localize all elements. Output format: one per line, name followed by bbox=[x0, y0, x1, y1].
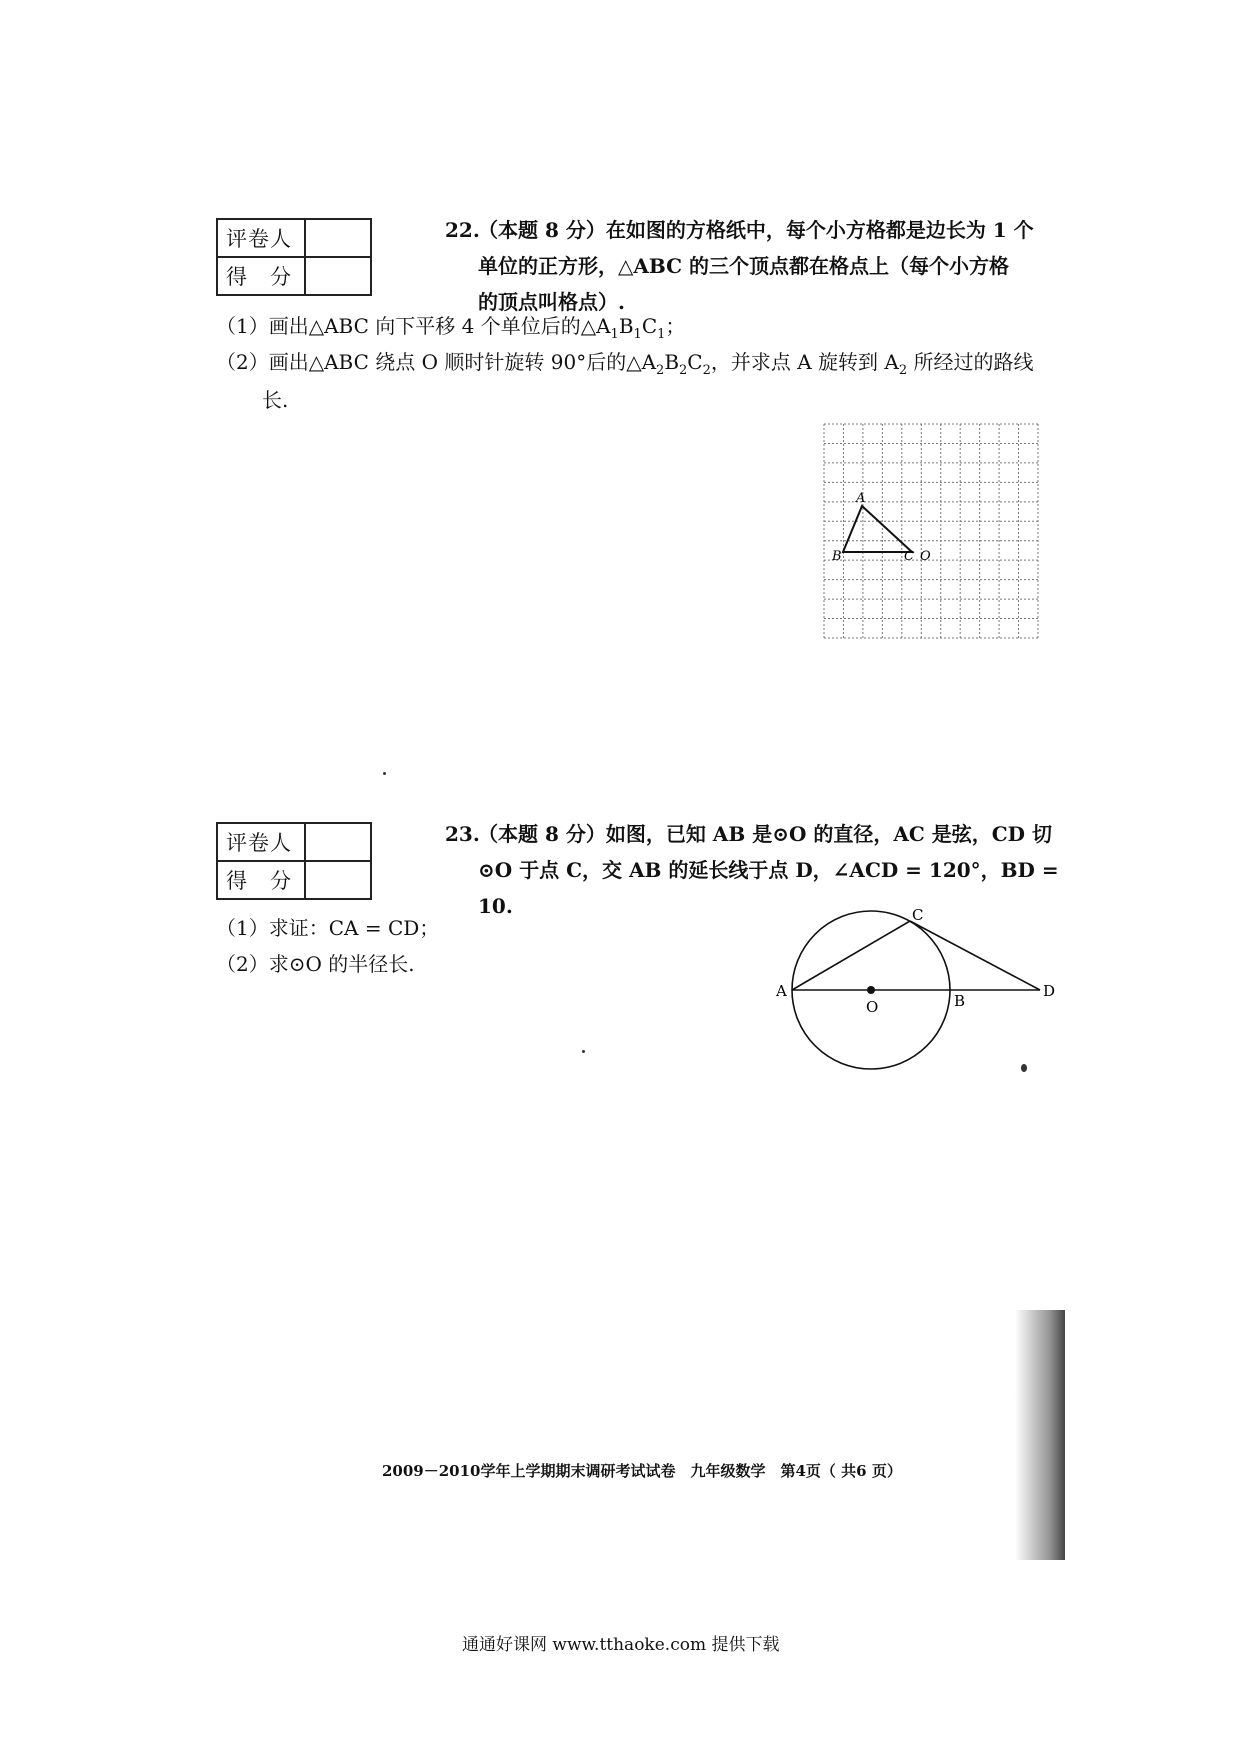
q22-part2-text: （2）画出△ABC 绕点 O 顺时针旋转 90°后的△A bbox=[216, 350, 657, 374]
q23-header-line-1: （本题 8 分）如图，已知 AB 是⊙O 的直径，AC 是弦，CD 切 bbox=[478, 822, 1052, 846]
q22-header-line-2: 单位的正方形，△ABC 的三个顶点都在格点上（每个小方格 bbox=[478, 254, 1010, 278]
q23-header-line-2: ⊙O 于点 C，交 AB 的延长线于点 D，∠ACD = 120°，BD = 10. bbox=[478, 858, 1059, 918]
q22-score-cell bbox=[305, 257, 371, 295]
q22-part2-mid: ，并求点 A 旋转到 A bbox=[710, 350, 899, 374]
q22-part2-line2: 长. bbox=[262, 388, 289, 412]
scan-speck bbox=[383, 772, 386, 775]
q22-part2-sub-a: 2 bbox=[656, 363, 665, 378]
q22-part2-sub-c: 2 bbox=[702, 363, 711, 378]
tangent-cd bbox=[910, 921, 1040, 990]
page-footer: 2009－2010学年上学期期末调研考试试卷 九年级数学 第4页（ 共6 页） bbox=[382, 1462, 902, 1480]
label-c: C bbox=[904, 549, 914, 564]
q23-number: 23. bbox=[445, 822, 480, 846]
q22-part1-c: C bbox=[641, 314, 658, 338]
q23-score-cell bbox=[305, 861, 371, 899]
label-d: D bbox=[1043, 982, 1056, 1000]
q22-part2-c: C bbox=[687, 350, 703, 374]
q22-part1-text: （1）画出△ABC 向下平移 4 个单位后的△A bbox=[216, 314, 611, 338]
label-a: A bbox=[776, 982, 787, 1000]
chord-ac bbox=[792, 921, 910, 990]
scan-speck bbox=[1021, 1064, 1027, 1072]
q22-header-line-3: 的顶点叫格点）. bbox=[478, 290, 625, 314]
grid-lines bbox=[824, 424, 1038, 638]
q22-part1-sub-a: 1 bbox=[610, 327, 619, 342]
q22-header bbox=[478, 212, 1058, 320]
q22-part2-b: B bbox=[664, 350, 680, 374]
q22-part1-b: B bbox=[618, 314, 634, 338]
q22-part2 bbox=[216, 344, 1066, 389]
q22-number: 22. bbox=[445, 218, 480, 242]
q22-grader-label: 评卷人 bbox=[217, 219, 305, 257]
download-watermark: 通通好课网 www.tthaoke.com 提供下载 bbox=[462, 1635, 780, 1655]
q22-part2-end: 所经过的路线 bbox=[907, 350, 1034, 374]
scan-shadow bbox=[1015, 1310, 1065, 1560]
q22-part2-sub-b: 2 bbox=[679, 363, 688, 378]
q23-part2: （2）求⊙O 的半径长. bbox=[216, 952, 415, 976]
label-o: O bbox=[920, 549, 931, 564]
q23-circle-figure bbox=[770, 900, 1070, 1080]
q22-part1-sub-b: 1 bbox=[633, 327, 642, 342]
q23-grader-label: 评卷人 bbox=[217, 823, 305, 861]
q23-score-table bbox=[216, 822, 372, 900]
q23-grader-cell bbox=[305, 823, 371, 861]
q22-score-table bbox=[216, 218, 372, 296]
q23-part1: （1）求证：CA = CD； bbox=[216, 916, 440, 940]
q22-part1-sub-c: 1 bbox=[657, 327, 666, 342]
center-point bbox=[867, 986, 875, 994]
q22-header-line-1: （本题 8 分）在如图的方格纸中，每个小方格都是边长为 1 个 bbox=[478, 218, 1034, 242]
q23-score-label: 得 分 bbox=[217, 861, 305, 899]
label-b: B bbox=[832, 549, 842, 564]
label-c: C bbox=[912, 906, 924, 924]
scan-speck bbox=[582, 1050, 585, 1053]
q22-part2-sub-d: 2 bbox=[898, 363, 908, 378]
q22-grid-figure bbox=[820, 420, 1045, 645]
q22-grader-cell bbox=[305, 219, 371, 257]
q22-part1-end: ； bbox=[665, 314, 686, 338]
label-a: A bbox=[856, 491, 866, 506]
label-o: O bbox=[866, 998, 879, 1016]
q22-score-label: 得 分 bbox=[217, 257, 305, 295]
label-b: B bbox=[954, 992, 966, 1010]
